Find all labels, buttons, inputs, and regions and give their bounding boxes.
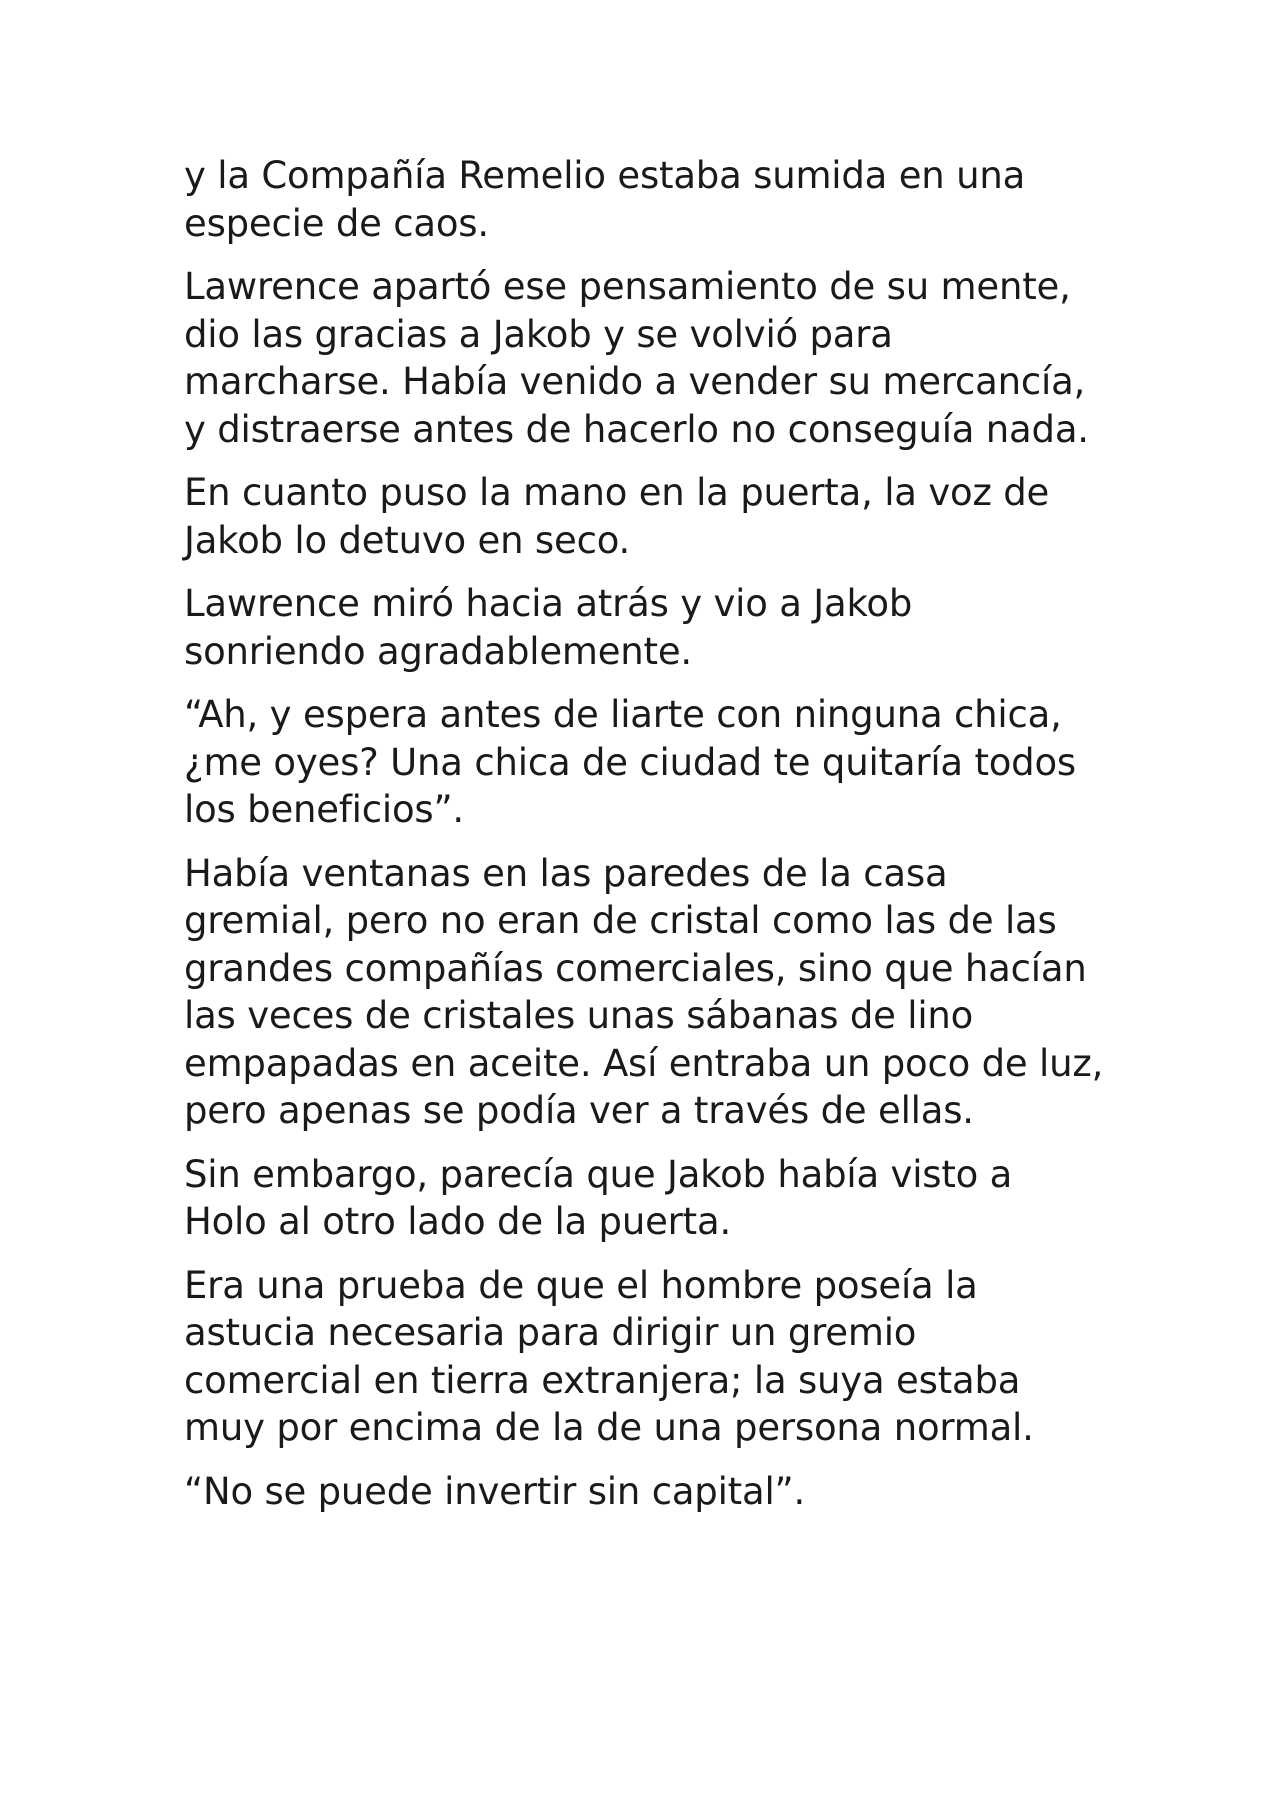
paragraph: Sin embargo, parecía que Jakob había visto a Holo al otro lado de la puerta.	[184, 1152, 1013, 1243]
paragraph: Era una prueba de que el hombre poseía la astucia necesaria para dirigir un gremio comercial en tierra extranjera; la suya estaba muy por encima de la de una persona normal.	[184, 1263, 1034, 1449]
paragraph: “No se puede invertir sin capital”.	[184, 1469, 806, 1513]
paragraph: En cuanto puso la mano en la puerta, la voz de Jakob lo detuvo en seco.	[184, 471, 1050, 562]
paragraph: y la Compañía Remelio estaba sumida en una especie de caos.	[184, 154, 1026, 245]
body-text	[184, 152, 1104, 1531]
paragraph: Había ventanas en las paredes de la casa gremial, pero no eran de cristal como las de las grandes compañías comerciales, sino que hacían las veces de cristales unas sábanas de lino empapadas en aceite. Así entraba un poco de luz, pero apenas se podía ver a través de ellas.	[184, 851, 1104, 1132]
paragraph: Lawrence miró hacia atrás y vio a Jakob sonriendo agradablemente.	[184, 582, 913, 673]
paragraph: “Ah, y espera antes de liarte con ninguna chica, ¿me oyes? Una chica de ciudad te quitaría todos los beneficios”.	[184, 693, 1076, 831]
paragraph: Lawrence apartó ese pensamiento de su mente, dio las gracias a Jakob y se volvió para marcharse. Había venido a vender su mercancía, y distraerse antes de hacerlo no conseguía nada.	[184, 265, 1089, 451]
